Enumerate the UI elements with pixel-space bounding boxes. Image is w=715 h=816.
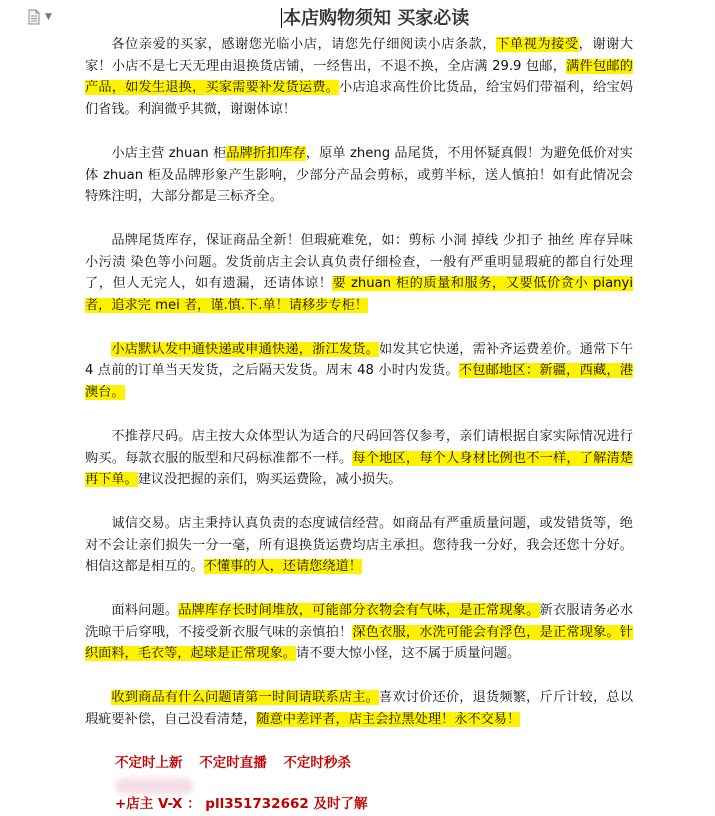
highlighted-text: 品牌折扣库存 xyxy=(226,145,306,161)
promo-item-flash-sale: 不定时秒杀 xyxy=(283,754,351,771)
paragraph-text: 不推荐尺码。店主按大众体型认为适合的尺码回答仅参考，亲们请根据自家实际情况进行购买。每款衣服的版型和尺码标准都不一样。 xyxy=(85,428,633,466)
contact-line: +店主 V-X ： pll351732662 及时了解 xyxy=(115,796,368,813)
highlighted-text: 每个地区，每个人身材比例也不一样，了解清楚再下单。 xyxy=(85,450,633,488)
document-body xyxy=(85,34,633,816)
promo-line xyxy=(85,753,633,775)
paragraphs xyxy=(85,34,633,731)
blurred-region xyxy=(115,778,193,794)
paragraph-text: ，谢谢大家！小店不是七天无理由退换货店铺，一经售出，不退不换，全店满 29.9 包邮， xyxy=(85,37,634,74)
promo-item-new: 不定时上新 xyxy=(115,754,183,771)
highlighted-text: 深色衣服，水洗可能会有浮色，是正常现象。针织面料，毛衣等，起球是正常现象。 xyxy=(85,624,633,662)
highlighted-text: 要 zhuan 柜的质量和服务，又要低价贪小 pianyi 者，追求完 mei 者，谨.慎.下.单！请移步专柜！ xyxy=(85,276,633,314)
paragraph-text: 小店追求高性价比货品，给宝妈们带福利，给宝妈们省钱。利润微乎其微，谢谢体谅！ xyxy=(85,80,634,118)
paragraph-text: ，原单 zheng 品尾货，不用怀疑真假！为避免低价对实体 zhuan 柜及品牌形象产生影响，少部分产品会剪标，或剪半标，送人慎拍！如有此情况会特殊注明，大部分都是三标齐全。 xyxy=(85,145,633,205)
highlighted-text: 随意中差评者，店主会拉黑处理！永不交易！ xyxy=(256,711,521,727)
page-title xyxy=(281,4,469,30)
paragraph xyxy=(85,426,633,491)
highlighted-text: 不懂事的人，还请您绕道！ xyxy=(203,559,362,575)
highlighted-text: 品牌库存长时间堆放，可能部分衣物会有气味，是正常现象。 xyxy=(178,603,540,619)
paragraph-text: 诚信交易。店主秉持认真负责的态度诚信经营。如商品有严重质量问题，或发错货等，绝对不会让亲们损失一分一毫，所有退换货运费均店主承担。您待我一分好，我会还您十分好。相信这都是相互的。 xyxy=(85,515,633,575)
paragraph xyxy=(85,34,633,121)
text-cursor xyxy=(281,8,282,28)
paragraph xyxy=(85,513,633,578)
highlighted-text: 下单视为接受 xyxy=(496,37,579,52)
paragraph xyxy=(85,339,633,404)
highlighted-text: 满件包邮的产品，如发生退换，买家需要补发货运费。 xyxy=(85,58,633,96)
highlighted-text: 收到商品有什么问题请第一时间请联系店主。 xyxy=(111,690,379,706)
paragraph-text: 品牌尾货库存，保证商品全新！但瑕疵难免，如：剪标 小洞 掉线 少扣子 抽丝 库存异味 小污渍 染色等小问题。发货前店主会认真负责仔细检查，一般有严重明显瑕疵的都自行处理了，但人无完人，如有遗漏，还请体谅！ xyxy=(85,232,633,292)
paragraph xyxy=(85,230,633,317)
page-title-text: 本店购物须知 买家必读 xyxy=(283,8,470,29)
paragraph-text: 请不要大惊小怪，这不属于质量问题。 xyxy=(296,646,521,662)
paragraph-text: 喜欢讨价还价，退货频繁，斤斤计较，总以瑕疵要补偿，自己没看清楚， xyxy=(85,690,634,727)
paragraph-text: 各位亲爱的买家，感谢您光临小店，请您先仔细阅读小店条款， xyxy=(111,37,497,52)
highlighted-text: 小店默认发中通快递或申通快递，浙江发货。 xyxy=(111,341,379,357)
paragraph-text: 建议没把握的亲们，购买运费险，减小损失。 xyxy=(137,472,402,488)
promo-item-live: 不定时直播 xyxy=(199,754,267,771)
paragraph-text: 如发其它快递，需补齐运费差价。通常下午 4 点前的订单当天发货，之后隔天发货。周末 48 小时内发货。 xyxy=(85,341,634,379)
paragraph-text: 面料问题。 xyxy=(111,603,179,619)
caret-down-icon[interactable]: ▼ xyxy=(45,12,52,22)
paragraph xyxy=(85,600,633,665)
paragraph-text: 小店主营 zhuan 柜 xyxy=(111,145,227,161)
paragraph xyxy=(85,687,633,730)
paragraph xyxy=(85,143,633,208)
contact-block xyxy=(85,794,633,816)
document-icon[interactable] xyxy=(28,9,40,25)
paragraph-text: 新衣服请务必水洗晾干后穿哦，不接受新衣服气味的亲慎拍！ xyxy=(85,603,634,640)
highlighted-text: 不包邮地区：新疆，西藏，港澳台。 xyxy=(85,363,634,401)
